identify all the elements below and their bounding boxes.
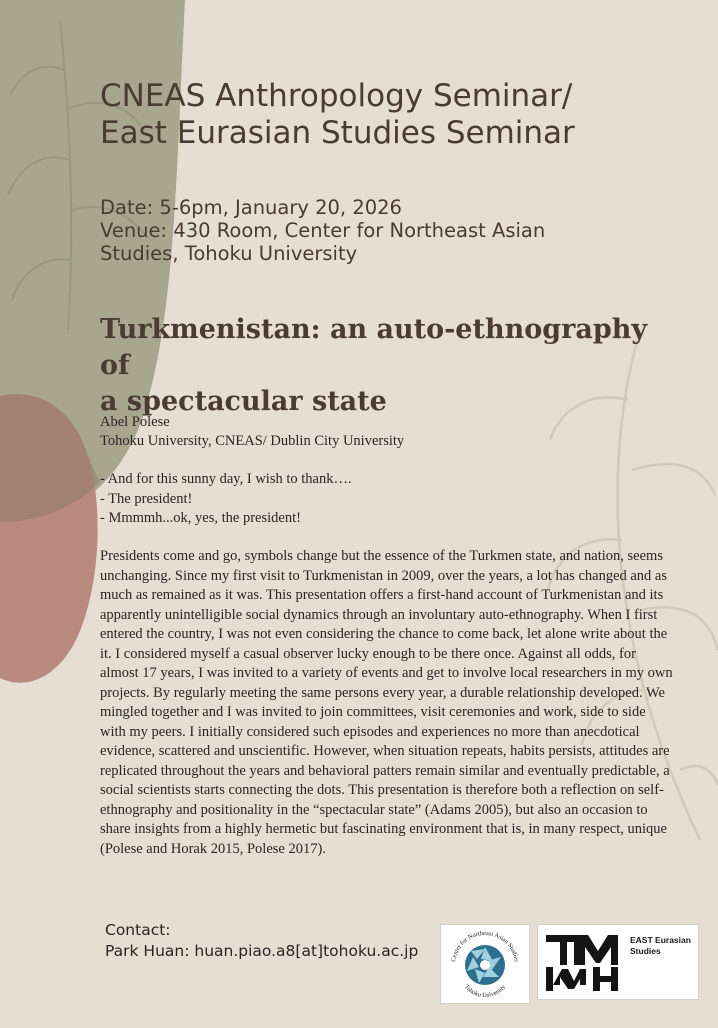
abstract-text: Presidents come and go, symbols change but the essence of the Turkmen state, and nation, seems unchanging. Since my first visit to Turkmenistan in 2009, over the years, a lot has changed and as much as remained as it was. This presentation offers a first-hand account of Turkmenistan and its apparently unintelligible social dynamics through an involuntary auto-ethnography. When I first entered the country, I was not even considering the chance to come back, let alone write about the it. I considered myself a casual observer lucky enough to be there once. Against all odds, for almost 17 years, I was invited to a variety of events and get to involve local researchers in my own projects. By regularly meeting the same persons every year, a durable relationship developed. We mingled together and I was invited to join committees, visit ceremonies and work, side to side with my peers. I initially considered such episodes and experiences no more than anecdotical evidence, scattered and unscientific. However, when situation repeats, habits persists, attitudes are replicated throughout the years and behavioral patters remain similar and eventually predictable, a social scientists starts connecting the dots. This presentation is therefore both a reflection on self-ethnography and positionality in the “spectacular state” (Adams 2005), but also an occasion to share insights from a highly hermetic but fascinating environment that is, in many respect, unique (Polese and Horak 2015, Polese 2017). <box>100 548 673 857</box>
talk-title-line-2: a spectacular state <box>100 386 387 417</box>
event-venue-line-2: Studies, Tohoku University <box>100 242 358 265</box>
event-details <box>100 196 700 265</box>
contact-label: Contact: <box>105 921 171 939</box>
east-eurasian-studies-logo <box>537 924 699 1000</box>
talk-title <box>100 312 680 420</box>
contact-block <box>105 920 445 962</box>
east-eurasian-studies-text <box>630 935 696 956</box>
seminar-title-line-2: East Eurasian Studies Seminar <box>100 115 575 151</box>
tmh-text-line-1: EAST Eurasian <box>630 935 691 945</box>
quote-line: - Mmmmh...ok, yes, the president! <box>100 510 301 526</box>
tmh-text-line-2: Studies <box>630 945 661 956</box>
speaker-block <box>100 413 680 451</box>
event-date: Date: 5-6pm, January 20, 2026 <box>100 196 402 219</box>
tmh-monogram-logo-icon <box>538 925 628 999</box>
event-venue-line-1: Venue: 430 Room, Center for Northeast Asian <box>100 219 546 242</box>
speaker-name: Abel Polese <box>100 414 170 430</box>
cneas-ring-text-top: Center for Northeast Asian Studies <box>450 929 520 963</box>
quote-line: - The president! <box>100 490 193 507</box>
cneas-aperture-logo-icon <box>441 925 529 1003</box>
quote-line: - And for this sunny day, I wish to thank…. <box>100 471 352 487</box>
contact-person-email: Park Huan: huan.piao.a8[at]tohoku.ac.jp <box>105 942 419 960</box>
talk-title-line-1: Turkmenistan: an auto-ethnography of <box>100 314 648 381</box>
opening-quotes <box>100 470 680 529</box>
speaker-affiliation: Tohoku University, CNEAS/ Dublin City University <box>100 433 405 449</box>
cneas-logo <box>440 924 530 1004</box>
seminar-title <box>100 78 700 152</box>
seminar-title-line-1: CNEAS Anthropology Seminar/ <box>100 78 573 114</box>
cneas-ring-text-bottom: Tohoku University <box>462 983 508 1000</box>
